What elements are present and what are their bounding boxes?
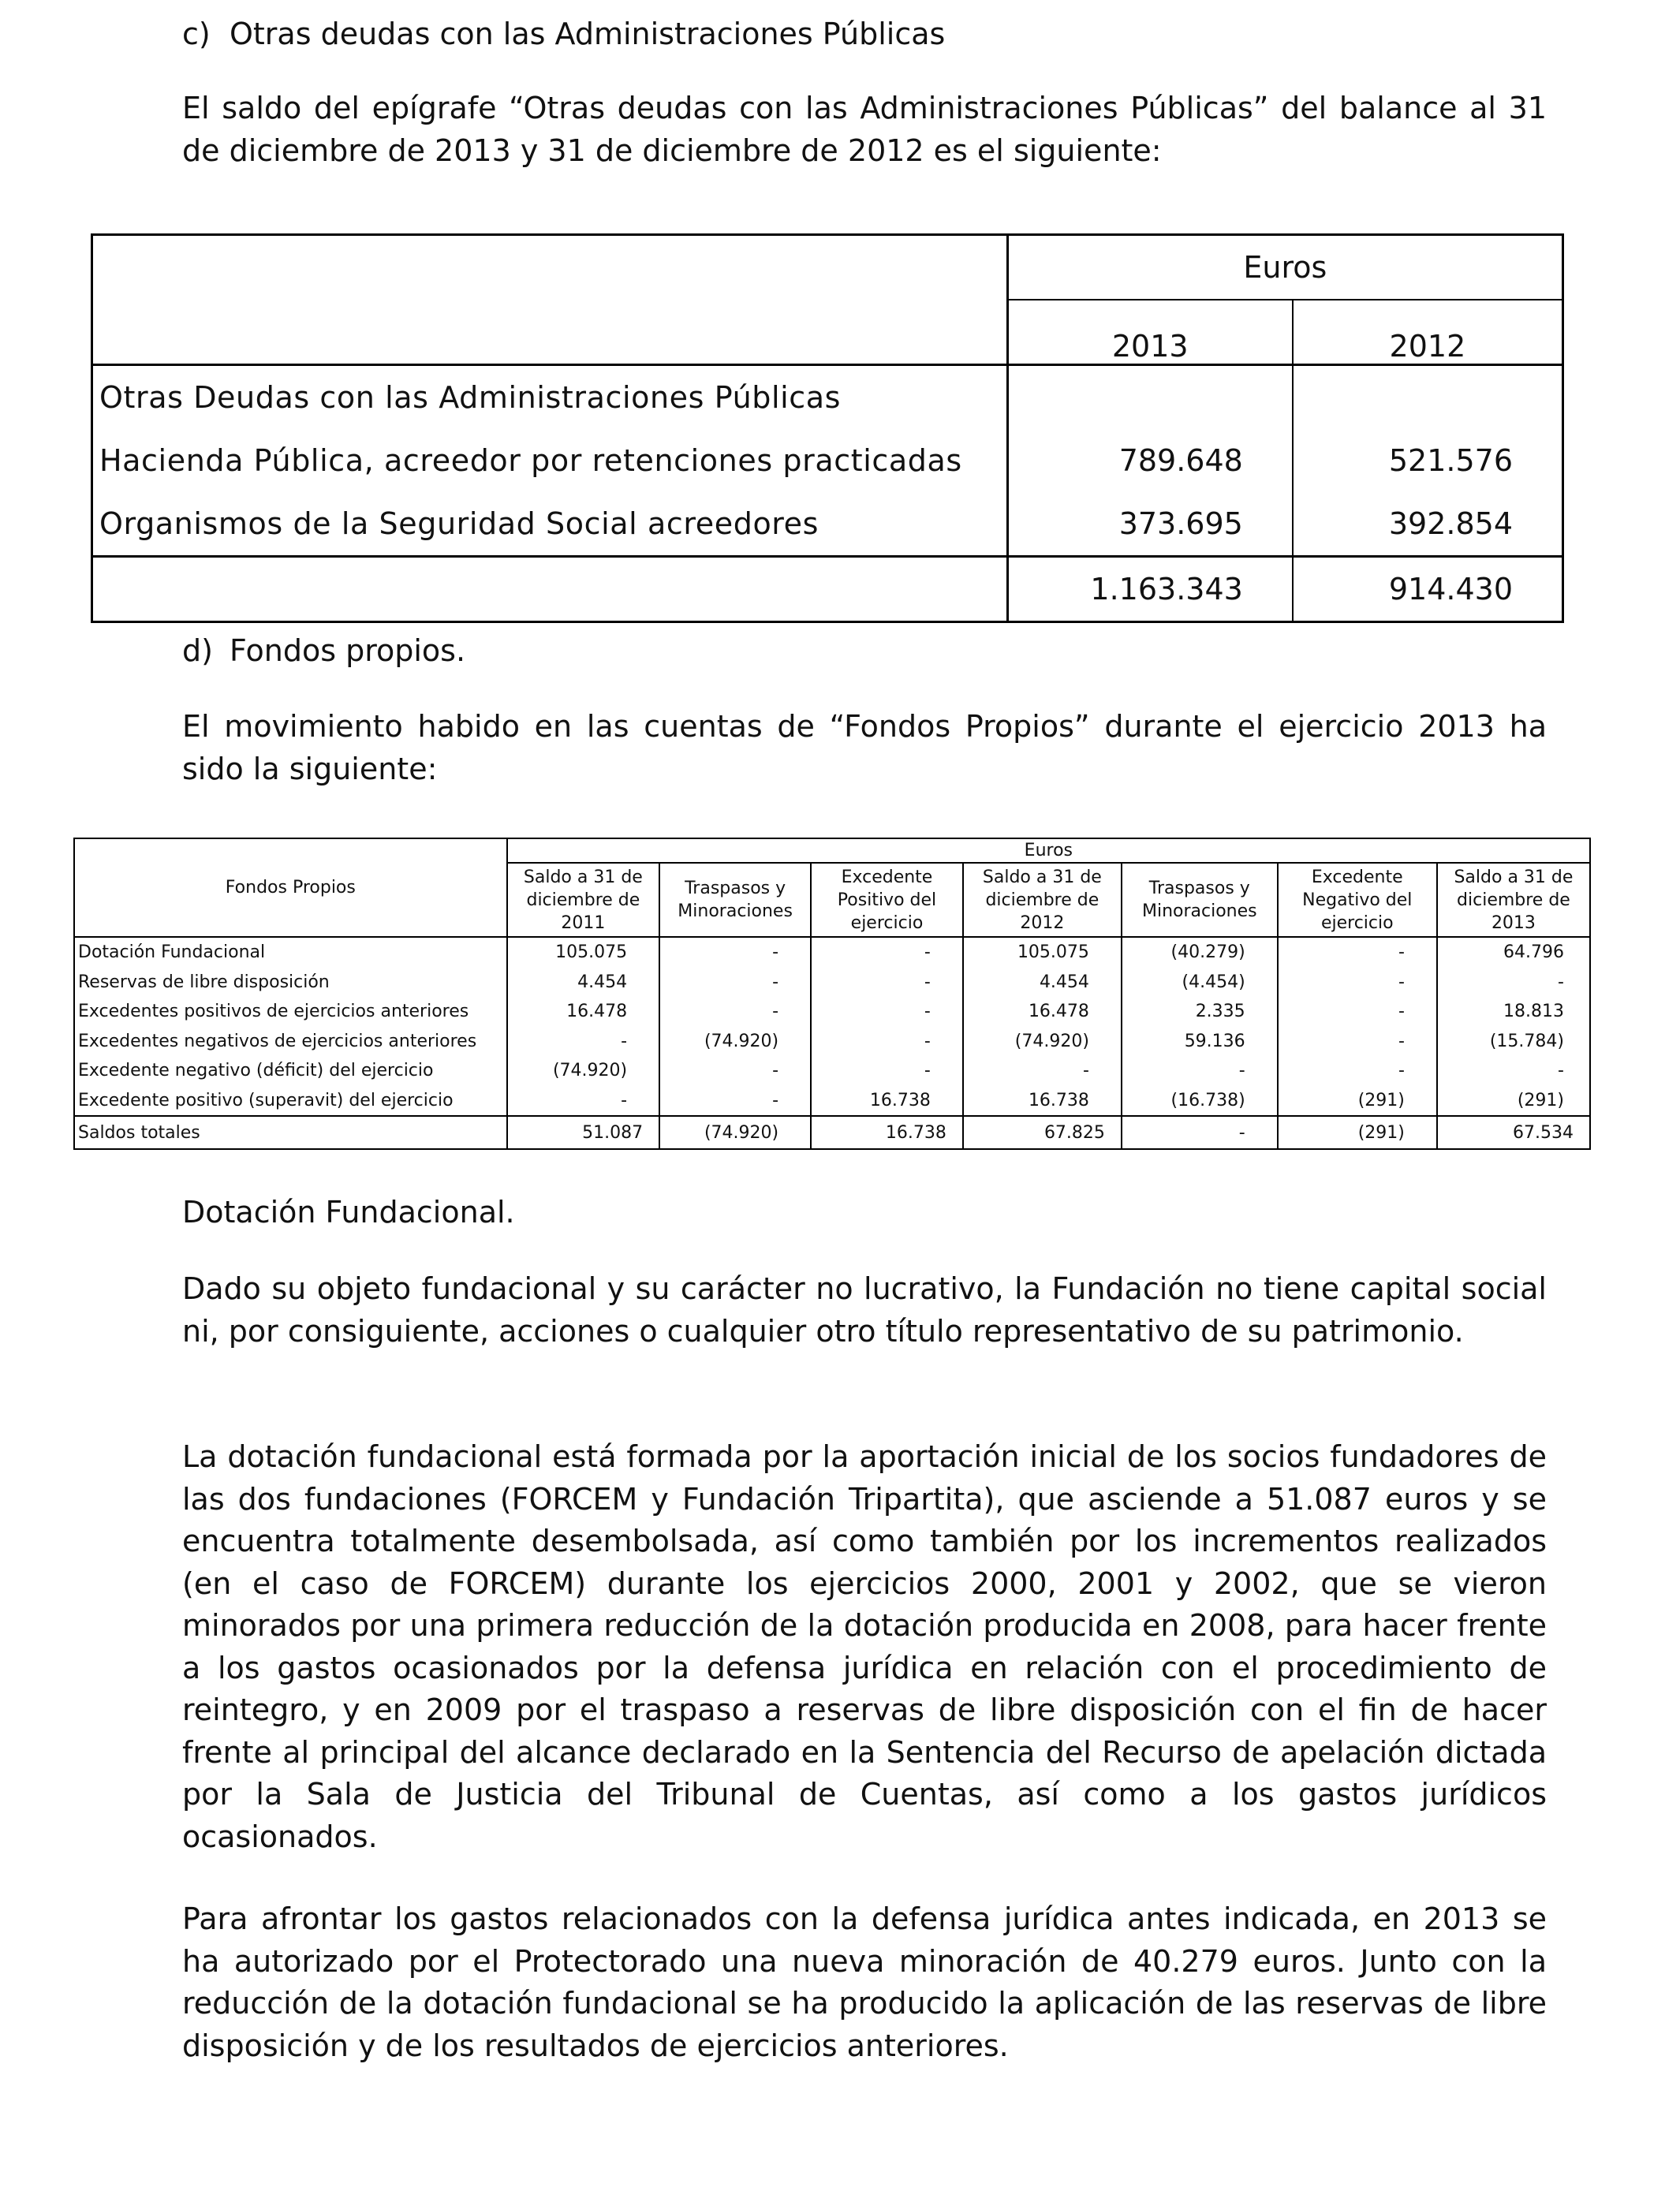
fondos-cell: (4.454) bbox=[1122, 968, 1278, 998]
deudas-row-label: Hacienda Pública, acreedor por retenciones practicadas bbox=[92, 429, 1008, 492]
fondos-cell: 16.738 bbox=[811, 1086, 963, 1117]
fondos-cell: - bbox=[1122, 1056, 1278, 1086]
fondos-cell: 105.075 bbox=[507, 937, 659, 968]
fondos-cell: - bbox=[507, 1086, 659, 1117]
fondos-row-label: Reservas de libre disposición bbox=[74, 968, 507, 998]
table-row bbox=[92, 492, 1563, 557]
fondos-cell: (40.279) bbox=[1122, 937, 1278, 968]
fondos-cell: 59.136 bbox=[1122, 1027, 1278, 1057]
section-d-title: Fondos propios. bbox=[230, 633, 466, 668]
fondos-cell: - bbox=[1437, 968, 1590, 998]
fondos-cell: - bbox=[811, 968, 963, 998]
fondos-cell: (16.738) bbox=[1122, 1086, 1278, 1117]
fondos-cell: (74.920) bbox=[963, 1027, 1122, 1057]
fondos-cell: - bbox=[1278, 997, 1437, 1027]
fondos-cell: (15.784) bbox=[1437, 1027, 1590, 1057]
fondos-cell: 16.478 bbox=[507, 997, 659, 1027]
deudas-total-2012: 914.430 bbox=[1293, 557, 1563, 622]
fondos-row-header: Fondos Propios bbox=[74, 838, 507, 937]
table-row bbox=[92, 429, 1563, 492]
deudas-currency-header: Euros bbox=[1007, 235, 1562, 300]
section-c-letter: c) bbox=[182, 17, 211, 51]
fondos-row-label: Excedente positivo (superavit) del ejercicio bbox=[74, 1086, 507, 1117]
fondos-cell: 4.454 bbox=[507, 968, 659, 998]
fondos-cell: - bbox=[1278, 968, 1437, 998]
fondos-cell: - bbox=[811, 1027, 963, 1057]
fondos-col-header: Excedente Negativo del ejercicio bbox=[1278, 863, 1437, 937]
fondos-total-cell: 16.738 bbox=[811, 1116, 963, 1149]
fondos-cell: - bbox=[963, 1056, 1122, 1086]
table-row bbox=[74, 937, 1590, 968]
dotacion-paragraph-3-wrap bbox=[182, 1898, 1547, 2067]
fondos-col-header: Saldo a 31 de diciembre de 2011 bbox=[507, 863, 659, 937]
fondos-cell: 16.478 bbox=[963, 997, 1122, 1027]
fondos-cell: (74.920) bbox=[507, 1056, 659, 1086]
deudas-year-2013: 2013 bbox=[1007, 300, 1293, 365]
deudas-table bbox=[91, 233, 1564, 623]
table-row bbox=[74, 968, 1590, 998]
fondos-cell: 2.335 bbox=[1122, 997, 1278, 1027]
fondos-cell: 18.813 bbox=[1437, 997, 1590, 1027]
fondos-cell: - bbox=[659, 937, 811, 968]
fondos-cell: - bbox=[1437, 1056, 1590, 1086]
fondos-cell: 64.796 bbox=[1437, 937, 1590, 968]
fondos-cell: - bbox=[1278, 1056, 1437, 1086]
fondos-total-cell: 51.087 bbox=[507, 1116, 659, 1149]
fondos-row-label: Excedentes positivos de ejercicios anteriores bbox=[74, 997, 507, 1027]
fondos-total-cell: - bbox=[1122, 1116, 1278, 1149]
section-d-paragraph: El movimiento habido en las cuentas de “Fondos Propios” durante el ejercicio 2013 ha sido la siguiente: bbox=[182, 709, 1547, 786]
fondos-row-label: Excedente negativo (déficit) del ejercicio bbox=[74, 1056, 507, 1086]
deudas-row-label: Organismos de la Seguridad Social acreedores bbox=[92, 492, 1008, 557]
fondos-cell: 105.075 bbox=[963, 937, 1122, 968]
fondos-row-label: Excedentes negativos de ejercicios anteriores bbox=[74, 1027, 507, 1057]
fondos-cell: - bbox=[659, 997, 811, 1027]
table-total-row bbox=[92, 557, 1563, 622]
fondos-cell: 16.738 bbox=[963, 1086, 1122, 1117]
dotacion-heading-wrap bbox=[182, 1191, 1547, 1233]
fondos-cell: - bbox=[507, 1027, 659, 1057]
dotacion-paragraph: La dotación fundacional está formada por la aportación inicial de los socios fundadores de las dos fundaciones (FORCEM y Fundación Tripartita), que asciende a 51.087 euros y se encuentra totalmente desembolsada, así como también por los incrementos realizados (en el caso de FORCEM) durante los ejercicios 2000, 2001 y 2002, que se vieron minorados por una primera reducción de la dotación producida en 2008, para hacer frente a los gastos ocasionados por la defensa jurídica en relación con el procedimiento de reintegro, y en 2009 por el traspaso a reservas de libre disposición con el fin de hacer frente al principal del alcance declarado en la Sentencia del Recurso de apelación dictada por la Sala de Justicia del Tribunal de Cuentas, así como a los gastos jurídicos ocasionados. bbox=[182, 1439, 1547, 1854]
table-row bbox=[74, 1056, 1590, 1086]
dotacion-heading: Dotación Fundacional. bbox=[182, 1195, 515, 1230]
fondos-cell: - bbox=[659, 1086, 811, 1117]
section-d-paragraph-wrap bbox=[182, 706, 1547, 790]
fondos-currency-header: Euros bbox=[507, 838, 1590, 863]
fondos-total-cell: 67.825 bbox=[963, 1116, 1122, 1149]
deudas-group-empty-2012 bbox=[1293, 365, 1563, 430]
fondos-col-header: Traspasos y Minoraciones bbox=[659, 863, 811, 937]
deudas-group-label: Otras Deudas con las Administraciones Públicas bbox=[92, 365, 1008, 430]
deudas-row-value-2013: 373.695 bbox=[1007, 492, 1293, 557]
dotacion-paragraph: Para afrontar los gastos relacionados con la defensa jurídica antes indicada, en 2013 se ha autorizado por el Protectorado una nueva minoración de 40.279 euros. Junto con la reducción de la dotación fundacional se ha producido la aplicación de las reservas de libre disposición y de los resultados de ejercicios anteriores. bbox=[182, 1901, 1547, 2063]
fondos-propios-table bbox=[73, 838, 1591, 1150]
deudas-table-empty-header bbox=[92, 235, 1008, 365]
fondos-cell: 4.454 bbox=[963, 968, 1122, 998]
fondos-cell: (291) bbox=[1278, 1086, 1437, 1117]
section-d-heading bbox=[182, 629, 1547, 672]
fondos-cell: - bbox=[811, 997, 963, 1027]
fondos-cell: (74.920) bbox=[659, 1027, 811, 1057]
fondos-cell: - bbox=[1278, 937, 1437, 968]
fondos-cell: - bbox=[811, 1056, 963, 1086]
section-d-letter: d) bbox=[182, 633, 213, 668]
section-c-heading bbox=[182, 13, 1547, 55]
fondos-total-cell: (74.920) bbox=[659, 1116, 811, 1149]
deudas-row-value-2013: 789.648 bbox=[1007, 429, 1293, 492]
fondos-cell: - bbox=[811, 937, 963, 968]
fondos-cell: (291) bbox=[1437, 1086, 1590, 1117]
deudas-row-value-2012: 521.576 bbox=[1293, 429, 1563, 492]
deudas-row-value-2012: 392.854 bbox=[1293, 492, 1563, 557]
fondos-col-header: Traspasos y Minoraciones bbox=[1122, 863, 1278, 937]
fondos-total-cell: (291) bbox=[1278, 1116, 1437, 1149]
table-row bbox=[74, 997, 1590, 1027]
table-total-row bbox=[74, 1116, 1590, 1149]
deudas-year-2012: 2012 bbox=[1293, 300, 1563, 365]
fondos-row-label: Dotación Fundacional bbox=[74, 937, 507, 968]
deudas-total-2013: 1.163.343 bbox=[1007, 557, 1293, 622]
fondos-col-header: Saldo a 31 de diciembre de 2012 bbox=[963, 863, 1122, 937]
section-c-title: Otras deudas con las Administraciones Públicas bbox=[230, 17, 946, 51]
table-row bbox=[74, 1086, 1590, 1117]
dotacion-paragraph: Dado su objeto fundacional y su carácter no lucrativo, la Fundación no tiene capital social ni, por consiguiente, acciones o cualquier otro título representativo de su patrimonio. bbox=[182, 1271, 1547, 1349]
fondos-col-header: Excedente Positivo del ejercicio bbox=[811, 863, 963, 937]
dotacion-paragraph-1-wrap bbox=[182, 1268, 1547, 1353]
dotacion-paragraph-2-wrap bbox=[182, 1436, 1547, 1858]
fondos-cell: - bbox=[1278, 1027, 1437, 1057]
table-row bbox=[74, 1027, 1590, 1057]
fondos-total-label: Saldos totales bbox=[74, 1116, 507, 1149]
fondos-cell: - bbox=[659, 1056, 811, 1086]
section-c-paragraph-wrap bbox=[182, 88, 1547, 172]
deudas-total-label bbox=[92, 557, 1008, 622]
fondos-cell: - bbox=[659, 968, 811, 998]
deudas-group-empty-2013 bbox=[1007, 365, 1293, 430]
fondos-col-header: Saldo a 31 de diciembre de 2013 bbox=[1437, 863, 1590, 937]
section-c-paragraph: El saldo del epígrafe “Otras deudas con las Administraciones Públicas” del balance al 31 de diciembre de 2013 y 31 de diciembre de 2012 es el siguiente: bbox=[182, 91, 1547, 168]
fondos-total-cell: 67.534 bbox=[1437, 1116, 1590, 1149]
